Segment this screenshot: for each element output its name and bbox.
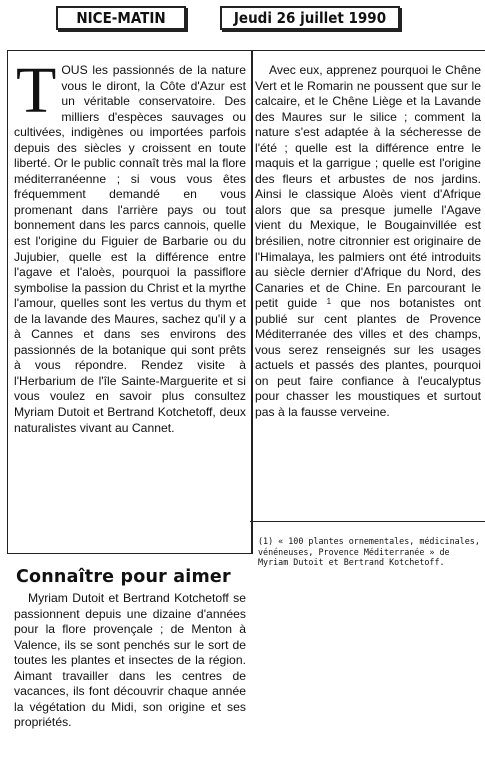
right-paragraph-part-a: Avec eux, apprenez pourquoi le Chêne Vert et le Romarin ne poussent que sur le calcaire, et le Chêne Liège et la Lavande des Maures sur le silice ; comment la nature s'est adaptée à la sécheresse de l'été ; quelle est la différence entre le maquis et la garrigue ; quelle est l'origine des fleurs et arbustes de nos jardins. Ainsi le classique Aloès vient d'Afrique alors que sa presque jumelle l'Agave vient du Mexique, le Bougainvillée est brésilien, notre citronnier est originaire de l'Himalaya, les palmiers ont été introduits au siècle dernier d'Afrique du Nord, des Canaries et de Chine. En parcourant le petit guide — [255, 63, 481, 311]
right-top-rule — [250, 50, 485, 51]
bottom-paragraph: Myriam Dutoit et Bertrand Kotchetoff se passionnent depuis une dizaine d'années pour la flore provençale ; de Menton à Valence, ils se sont penchés sur le sort de toutes les plantes et insectes de la région. Aimant travailler dans les centres de vacances, ils font découvrir chaque année la végétation du Midi, son origine et ses propriétés. — [14, 591, 246, 730]
article-left-column — [14, 54, 246, 436]
left-paragraph: OUS les passionnés de la nature vous le diront, la Côte d'Azur est un véritable conservatoire. Des milliers d'espèces sauvages ou cultivées, indigènes ou importées parfois depuis des siècles y croissent en toute liberté. Or le public connaît très mal la flore méditerranéenne ; si vous vous êtes fréquemment demandé en vous promenant dans l'arrière pays ou tout bonnement dans les parcs cannois, quelle est l'origine du Figuier de Barbarie ou du Jujubier, quelle est la différence entre l'agave et l'aloès, pourquoi la passiflore symbolise la passion du Christ et la myrthe l'amour, quelles sont les vertus du thym et de la lavande des Maures, sachez qu'il y a à Cannes et dans ses environs des passionnés de la botanique qui sont prêts à vous répondre. Rendez visite à l'Herbarium de l'île Sainte-Marguerite et si vous voulez en savoir plus consultez Myriam Dutoit et Bertrand Kotchetoff, deux naturalistes vivant au Cannet. — [14, 63, 246, 435]
footnote-marker: 1 — [326, 297, 332, 307]
publication-date: Jeudi 26 juillet 1990 — [220, 6, 400, 30]
section-subheading: Connaître pour aimer — [16, 567, 231, 587]
newspaper-name: NICE-MATIN — [56, 6, 186, 30]
article-bottom-column — [14, 591, 246, 731]
footnote: (1) « 100 plantes ornementales, médicinales, vénéneuses, Provence Méditerranée » de Myriam Dutoit et Bertrand Kotchetoff. — [258, 536, 480, 568]
right-bottom-rule — [250, 521, 485, 522]
right-paragraph-part-b: que nos botanistes ont publié sur cent plantes de Provence Méditerranée des villes et des champs, vous serez renseignés sur les usages actuels et passés des plantes, pourquoi on peut faire confiance à l'eucalyptus pour chasser les moustiques et surtout pas à la fausse verveine. — [255, 296, 481, 420]
drop-cap: T — [16, 54, 57, 127]
article-right-column — [255, 63, 481, 421]
